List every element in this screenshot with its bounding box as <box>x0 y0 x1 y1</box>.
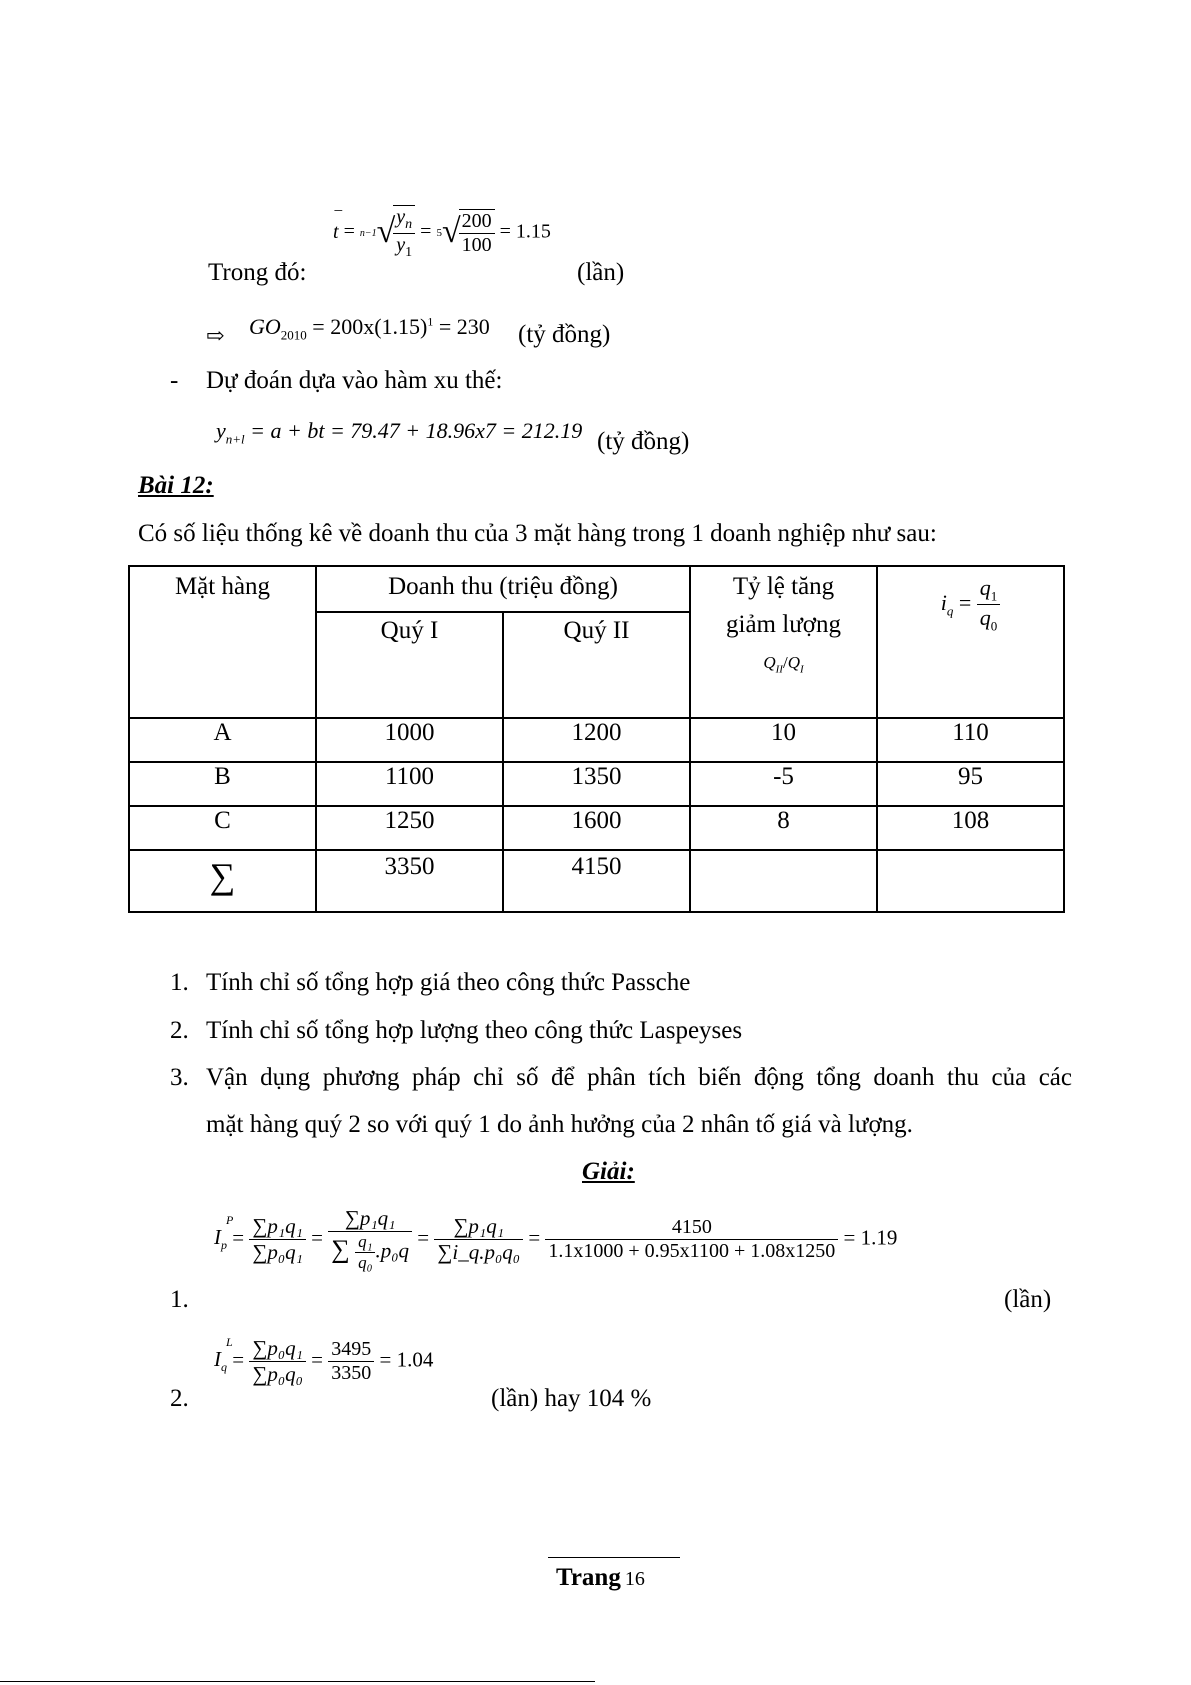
solution-1-num: 1. <box>170 1286 189 1313</box>
cell-q2: 1200 <box>503 718 690 762</box>
trong-do-label: Trong đó: <box>208 259 307 286</box>
growth-rate-unit: (lần) <box>577 259 625 286</box>
footer-label: Trang <box>556 1564 621 1591</box>
cell-total-rate <box>690 850 877 912</box>
cell-q1: 1100 <box>316 762 503 806</box>
question-3-num: 3. <box>170 1064 189 1091</box>
cell-q2: 1350 <box>503 762 690 806</box>
question-3-text: Vận dụng phương pháp chỉ số để phân tích biến động tổng doanh thu của các <box>206 1064 1072 1091</box>
cell-product: C <box>129 806 316 850</box>
question-1-text: Tính chỉ số tổng hợp giá theo công thức Passche <box>206 969 691 996</box>
cell-q1: 1250 <box>316 806 503 850</box>
cell-total-q1: 3350 <box>316 850 503 912</box>
page-number: 16 <box>624 1568 645 1590</box>
revenue-table <box>128 565 1065 913</box>
cell-rate: 8 <box>690 806 877 850</box>
footer-divider <box>548 1557 680 1558</box>
cell-iq: 95 <box>877 762 1064 806</box>
cell-q1: 1000 <box>316 718 503 762</box>
header-product: Mặt hàng <box>129 566 316 718</box>
cell-iq: 110 <box>877 718 1064 762</box>
passche-formula: I P $_p$ = $\frac{\text{∑p₁q₁}}{\text{∑p₀q₁}}$ = ∑p₁q₁ ∑ $\frac{\text{q₁}}{\text{q₀}}$ .p₀q = $\frac{\text{∑p₁q₁}}{\text{∑i\_q.p₀q₀}}$ = $\frac{4150}{1.1x1000 + 0.95x1100 + 1.08x1250}$ = 1.19 <box>214 1206 898 1272</box>
growth-rate-formula: ‾ t = n−1√ $\frac{y_n}{y_1}$ = 5√ $\frac{200}{100}$ = 1.15 <box>333 206 551 260</box>
solution-2-num: 2. <box>170 1385 189 1412</box>
header-q2: Quý II <box>503 612 690 718</box>
table-row <box>129 762 1064 806</box>
solution-1-unit: (lần) <box>1004 1286 1052 1313</box>
solution-2-unit: (lần) hay 104 % <box>491 1385 652 1412</box>
trend-formula: $y_{n+l} = a$ + bt = 79.47 + 18.96x7 = 212.19 <box>216 418 583 447</box>
table-row <box>129 718 1064 762</box>
trend-unit: (tỷ đồng) <box>597 428 690 455</box>
solution-title: Giải: <box>582 1158 635 1185</box>
exercise-intro: Có số liệu thống kê về doanh thu của 3 mặt hàng trong 1 doanh nghiệp như sau: <box>138 520 937 547</box>
cell-total-iq <box>877 850 1064 912</box>
header-rate: Tỷ lệ tăng giảm lượng $Q_{II}/Q_I$ <box>690 566 877 718</box>
laspeyres-formula: I L $_q$ = $\frac{\text{∑p₀q₁}}{\text{∑p₀q₀}}$ = $\frac{3495}{3350}$ = 1.04 <box>214 1335 434 1386</box>
cell-q2: 1600 <box>503 806 690 850</box>
header-q1: Quý I <box>316 612 503 718</box>
cell-product: A <box>129 718 316 762</box>
header-iq: $i_q$ = $\frac{q_1}{q_0}$ <box>877 566 1064 718</box>
question-1-num: 1. <box>170 969 189 996</box>
header-revenue: Doanh thu (triệu đồng) <box>316 566 690 612</box>
table-row <box>129 806 1064 850</box>
cell-iq: 108 <box>877 806 1064 850</box>
go-2010-formula: $GO_{2010} = 200x(1.15)^1 = 230$ <box>249 314 490 343</box>
table-total-row <box>129 850 1064 912</box>
bottom-divider <box>0 1681 595 1682</box>
cell-product: B <box>129 762 316 806</box>
cell-rate: -5 <box>690 762 877 806</box>
question-3-text-cont: mặt hàng quý 2 so với quý 1 do ảnh hưởng của 2 nhân tố giá và lượng. <box>206 1111 913 1138</box>
cell-rate: 10 <box>690 718 877 762</box>
go-unit: (tỷ đồng) <box>518 321 611 348</box>
trend-text: Dự đoán dựa vào hàm xu thế: <box>206 367 503 394</box>
cell-total-symbol: ∑ <box>129 850 316 912</box>
exercise-title: Bài 12: <box>138 472 214 499</box>
question-2-text: Tính chỉ số tổng hợp lượng theo công thức Laspeyses <box>206 1017 743 1044</box>
implies-arrow: ⇨ <box>206 323 225 348</box>
page-footer <box>556 1564 645 1592</box>
cell-total-q2: 4150 <box>503 850 690 912</box>
bullet-dash: - <box>170 367 179 394</box>
question-2-num: 2. <box>170 1017 189 1044</box>
